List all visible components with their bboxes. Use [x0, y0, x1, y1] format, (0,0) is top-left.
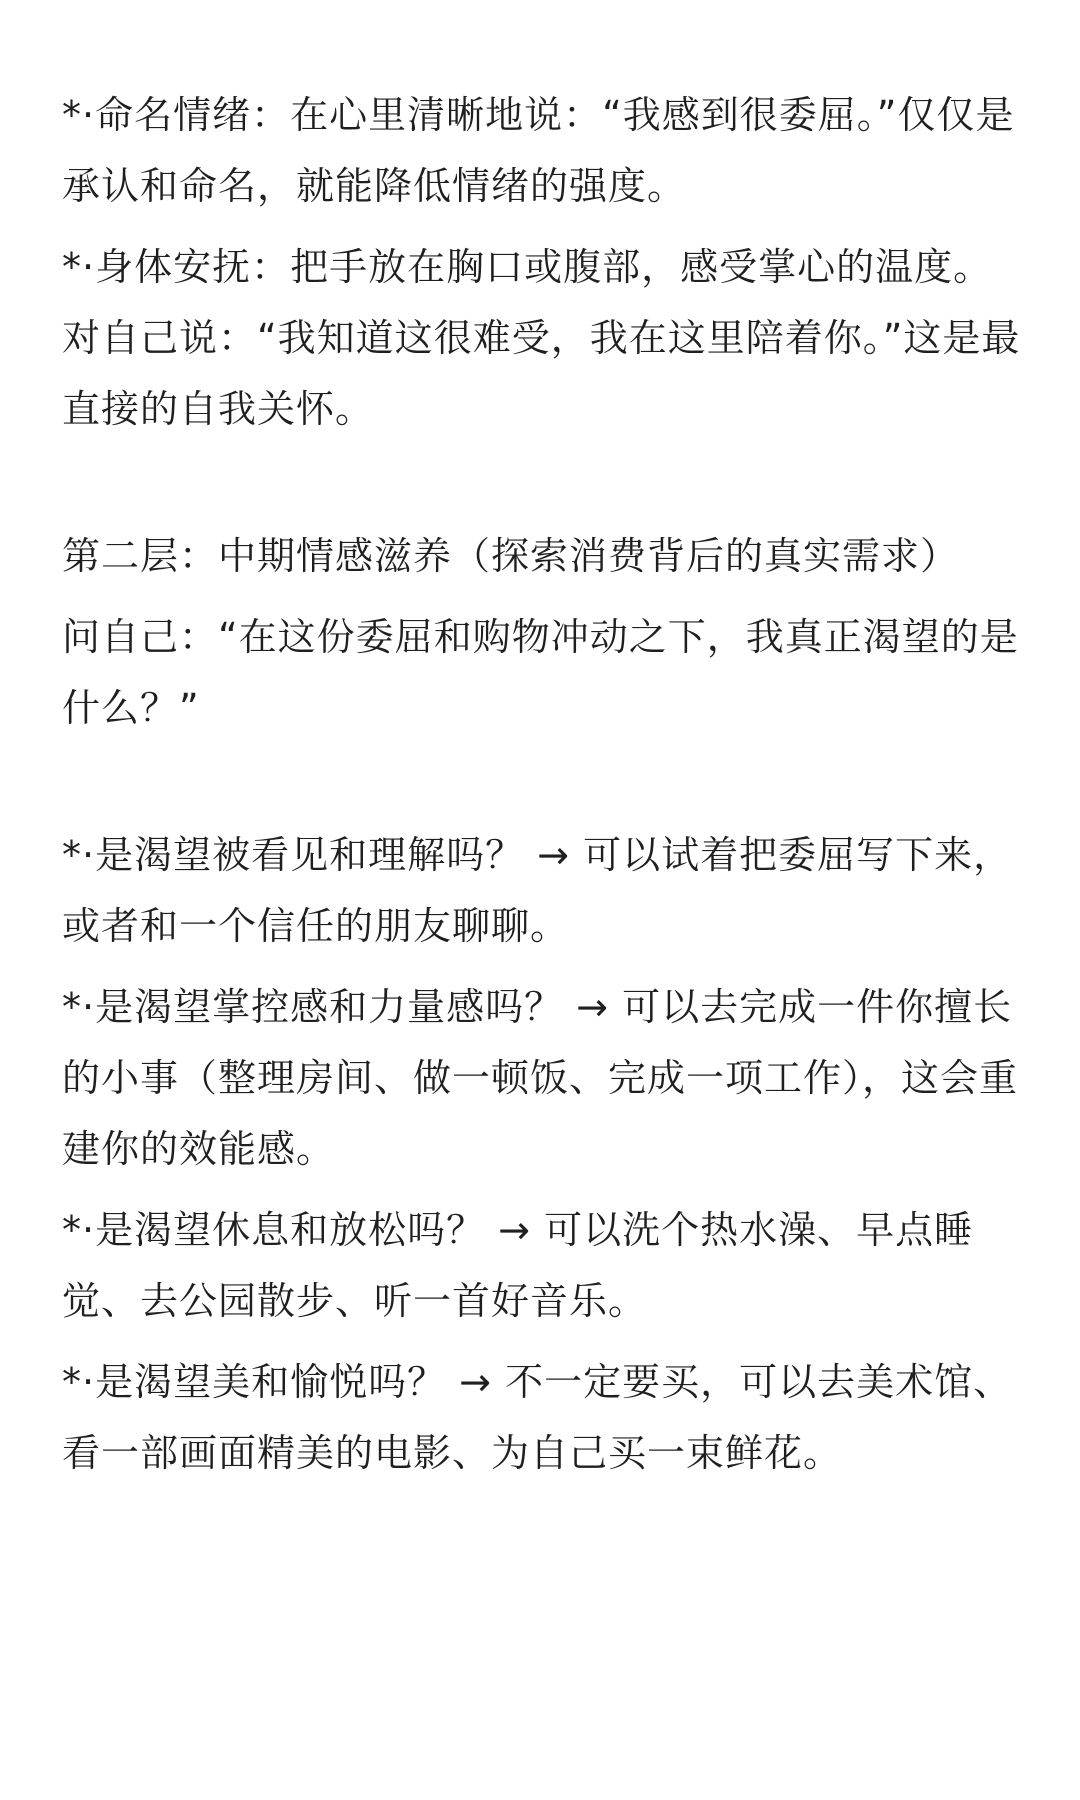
spacer: [62, 445, 1030, 521]
section-heading: 第二层：中期情感滋养（探索消费背后的真实需求）: [62, 534, 960, 578]
self-question: 问自己：“在这份委屈和购物冲动之下，我真正渴望的是什么？”: [62, 615, 1019, 730]
spacer: [62, 962, 1030, 972]
list-item: *·是渴望休息和放松吗？ → 可以洗个热水澡、早点睡觉、去公园散步、听一首好音乐。: [62, 1208, 974, 1323]
list-item: *·是渴望掌控感和力量感吗？ → 可以去完成一件你擅长的小事（整理房间、做一顿饭、完成一项工作），这会重建你的效能感。: [62, 985, 1019, 1171]
spacer: [62, 1337, 1030, 1347]
list-item: *·是渴望被看见和理解吗？ → 可以试着把委屈写下来，或者和一个信任的朋友聊聊。: [62, 833, 1013, 948]
article-body: [62, 80, 1030, 1489]
list-item: *·是渴望美和愉悦吗？ → 不一定要买，可以去美术馆、看一部画面精美的电影、为自己买一束鲜花。: [62, 1360, 1013, 1475]
bullet-name-emotion: *·命名情绪：在心里清晰地说：“我感到很委屈。”仅仅是承认和命名，就能降低情绪的强度。: [62, 93, 1015, 208]
spacer: [62, 1185, 1030, 1195]
spacer: [62, 222, 1030, 232]
spacer: [62, 592, 1030, 602]
spacer: [62, 744, 1030, 820]
bullet-body-soothing: *·身体安抚：把手放在胸口或腹部，感受掌心的温度。对自己说：“我知道这很难受，我在这里陪着你。”这是最直接的自我关怀。: [62, 245, 1021, 431]
